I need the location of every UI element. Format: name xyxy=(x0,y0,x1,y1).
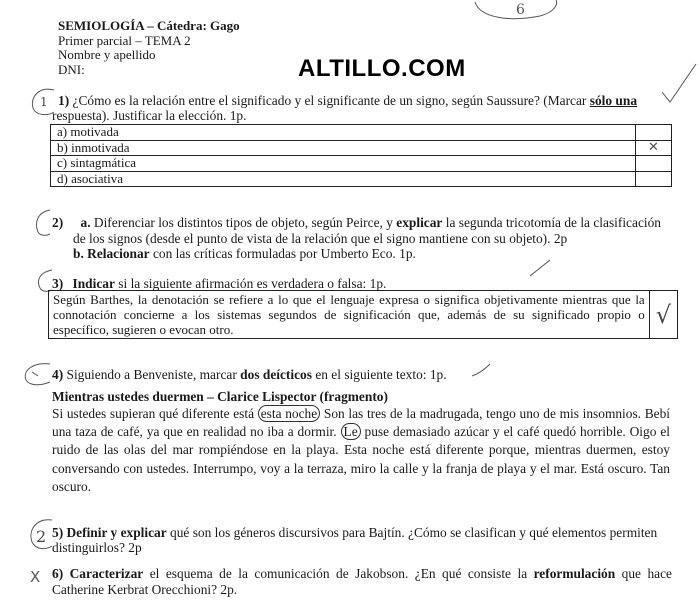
handwritten-check-q3 xyxy=(528,258,552,278)
q5-number: 5) xyxy=(52,525,64,540)
handwritten-score-circle xyxy=(470,0,560,22)
passage-line-1-a: Si ustedes supieran qué diferente está xyxy=(52,406,258,421)
course-title: SEMIOLOGÍA – Cátedra: Gago xyxy=(58,18,240,33)
question-4 xyxy=(52,367,447,382)
option-mark xyxy=(636,125,672,141)
q1-number: 1) xyxy=(58,93,70,108)
q2a-text-2: la segunda tricotomía de la clasificación xyxy=(442,215,661,230)
q2a-emphasis: explicar xyxy=(396,215,443,230)
q1-options-table xyxy=(50,124,672,187)
q3-statement xyxy=(49,291,650,339)
passage-text xyxy=(52,405,670,496)
passage-line-3: ruido de las olas del mar rompiéndose en la playa. Esta noche está diferente porque, mientras duermen, estoy xyxy=(52,442,670,458)
question-2 xyxy=(52,215,661,230)
passage-line-5: oscuro. xyxy=(52,478,92,494)
q1-option-c[interactable] xyxy=(51,156,672,172)
q3-emphasis: Indicar xyxy=(72,276,115,291)
q1-option-d[interactable] xyxy=(51,171,672,187)
q2a-label: a. xyxy=(80,215,91,230)
q3-text: si la siguiente afirmación es verdadera o falsa: 1p. xyxy=(114,276,387,291)
q4-text-2: en el siguiente texto: 1p. xyxy=(311,367,447,382)
option-label: b) inmotivada xyxy=(51,140,636,156)
option-label: d) asociativa xyxy=(51,171,636,187)
q3-number: 3) xyxy=(52,276,64,291)
q5-margin-mark: 2 xyxy=(36,527,47,546)
q3-line-2: connotación concierne a los sistemas segundos de significación que, además de su significado propio o xyxy=(53,307,645,322)
handwritten-check-top xyxy=(660,62,700,107)
margin-circle-q2 xyxy=(32,208,54,238)
q4-text: Siguiendo a Benveniste, marcar xyxy=(63,367,241,382)
q1-text: ¿Cómo es la relación entre el significado y el significante de un signo, según Saussure? (Marcar xyxy=(69,93,590,108)
passage-line-2-b: puse demasiado azúcar y el café quedó horrible. Oigo el xyxy=(360,424,670,440)
q3-answer-mark[interactable]: √ xyxy=(649,291,677,339)
question-6 xyxy=(52,566,672,598)
deictic-circle-esta-noche[interactable]: esta noche xyxy=(258,405,320,422)
q6-line-2: Catherine Kerbrat Orecchioni? 2p. xyxy=(52,582,238,597)
q5-text: qué son los géneros discursivos para Bajtín. ¿Cómo se clasifican y qué elementos permiten xyxy=(166,525,658,540)
q6-number: 6) xyxy=(52,566,64,581)
passage-line-1-b: Son las tres de la madrugada, tengo uno de mis insomnios. Bebí xyxy=(320,406,670,421)
passage-title: Mientras ustedes duermen – Clarice Lispector (fragmento) xyxy=(52,389,388,404)
handwritten-check-q4 xyxy=(470,362,492,380)
q4-emphasis: dos deícticos xyxy=(240,367,312,382)
exam-header xyxy=(58,19,240,77)
q4-number: 4) xyxy=(52,367,64,382)
q3-line-1: Según Barthes, la denotación se refiere a lo que el lenguaje expresa o significa objetivamente mientras que la xyxy=(53,292,645,307)
q6-text-2: que hace xyxy=(615,566,672,581)
q1-option-a[interactable] xyxy=(51,125,672,141)
q2b-text: con las críticas formuladas por Umberto Eco. 1p. xyxy=(149,246,416,261)
q6-emphasis: Caracterizar xyxy=(69,566,144,581)
q3-line-3: específico, sugieren o evocan otro. xyxy=(53,322,234,337)
q5-line2: distinguirlos? 2p xyxy=(52,540,142,555)
passage-line-1 xyxy=(52,405,670,423)
option-label: a) motivada xyxy=(51,125,636,141)
option-mark xyxy=(636,171,672,187)
option-mark: ✕ xyxy=(636,140,672,156)
q1-option-b[interactable] xyxy=(51,140,672,156)
passage-line-4: conversando con ustedes. Interrumpo, voy a la terraza, miro la calle y la franja de playa y el mar. Está oscuro. Tan xyxy=(52,460,670,476)
q3-statement-table xyxy=(48,290,678,339)
q2-number: 2) xyxy=(52,215,64,230)
q6-line-1 xyxy=(52,566,672,582)
passage-line-2-a: una taza de café, ya que en realidad no iba a dormir. xyxy=(52,424,341,440)
question-3 xyxy=(52,276,386,291)
q2a-text: Diferenciar los distintos tipos de objeto, según Peirce, y xyxy=(90,215,397,230)
watermark: ALTILLO.COM xyxy=(298,55,466,82)
passage-line-2 xyxy=(52,423,670,441)
q2b-emphasis: Relacionar xyxy=(83,246,150,261)
exam-label: Primer parcial – TEMA 2 xyxy=(58,32,191,48)
name-label: Nombre y apellido xyxy=(58,47,156,62)
option-mark xyxy=(636,156,672,172)
q1-margin-mark: 1 xyxy=(40,95,48,109)
q5-emphasis: Definir y explicar xyxy=(66,525,167,540)
q1-text-line2: respuesta). Justificar la elección. 1p. xyxy=(52,108,247,123)
q6-margin-mark: X xyxy=(30,568,41,586)
top-score-mark: 6 xyxy=(516,2,525,18)
option-label: c) sintagmática xyxy=(51,156,636,172)
q1-emphasis: sólo una xyxy=(589,93,638,108)
question-1 xyxy=(58,93,637,108)
q2b xyxy=(73,246,416,261)
question-5 xyxy=(52,525,657,540)
dni-label: DNI: xyxy=(58,61,85,77)
deictic-circle-le[interactable]: Le xyxy=(341,423,361,440)
q2b-label: b. xyxy=(73,246,84,261)
margin-circle-q4 xyxy=(18,360,54,390)
q2a-line2: de los signos (desde el punto de vista de la relación que el signo mantiene con su objeto). 2p xyxy=(73,231,568,246)
q6-text: el esquema de la comunicación de Jakobson. ¿En qué consiste la xyxy=(143,566,534,581)
q6-emphasis-2: reformulación xyxy=(533,566,616,581)
